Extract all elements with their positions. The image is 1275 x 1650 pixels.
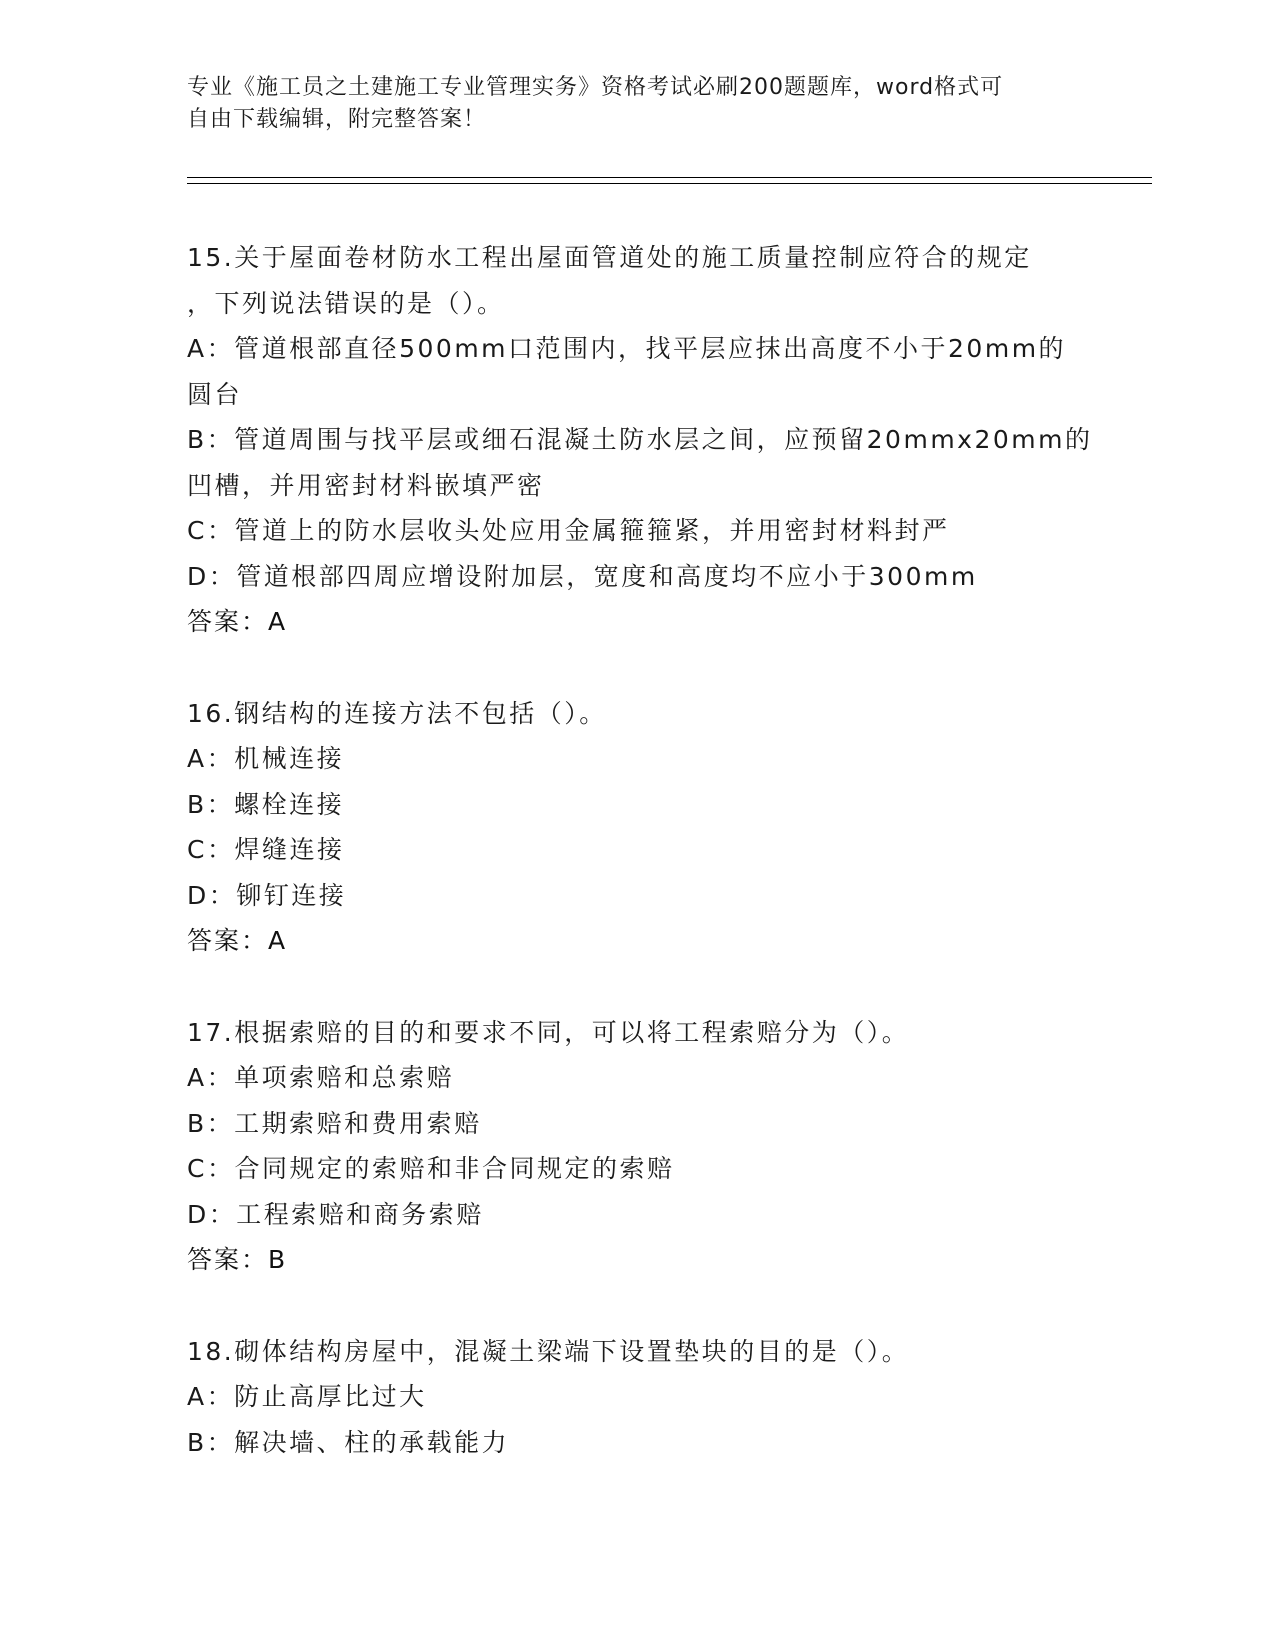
answer: 答案：A xyxy=(187,926,288,955)
option-b: B：解决墙、柱的承载能力 xyxy=(187,1427,510,1457)
question-15 xyxy=(187,235,1093,645)
question-18 xyxy=(187,1329,1087,1466)
option-a: A：单项索赔和总索赔 xyxy=(187,1063,455,1092)
header-line-1: 专业《施工员之土建施工专业管理实务》资格考试必刷200题题库，word格式可 xyxy=(187,75,1004,100)
option-b: B：工期索赔和费用索赔 xyxy=(187,1108,482,1138)
option-d: D：工程索赔和商务索赔 xyxy=(187,1199,484,1229)
question-list xyxy=(187,235,1093,1511)
option-a: A：防止高厚比过大 xyxy=(187,1382,427,1411)
option-c: C：焊缝连接 xyxy=(187,835,345,864)
option-d: D：铆钉连接 xyxy=(187,880,347,910)
question-16 xyxy=(187,691,1087,964)
question-stem: ，下列说法错误的是（）。 xyxy=(187,288,505,318)
option-c: C：合同规定的索赔和非合同规定的索赔 xyxy=(187,1154,675,1183)
document-header xyxy=(187,72,1087,136)
option-b: B：螺栓连接 xyxy=(187,789,345,819)
question-stem: 18.砌体结构房屋中，混凝土梁端下设置垫块的目的是（）。 xyxy=(187,1336,910,1366)
option-c: C：管道上的防水层收头处应用金属箍箍紧，并用密封材料封严 xyxy=(187,516,950,545)
question-stem: 16.钢结构的连接方法不包括（）。 xyxy=(187,698,607,728)
option-b-continued: 凹槽，并用密封材料嵌填严密 xyxy=(187,470,545,500)
option-d: D：管道根部四周应增设附加层，宽度和高度均不应小于300mm xyxy=(187,561,978,591)
option-a-continued: 圆台 xyxy=(187,379,243,409)
header-divider xyxy=(187,177,1152,184)
option-b: B：管道周围与找平层或细石混凝土防水层之间，应预留20mmx20mm的 xyxy=(187,425,1093,454)
question-17 xyxy=(187,1010,1087,1283)
question-stem: 17.根据索赔的目的和要求不同，可以将工程索赔分为（）。 xyxy=(187,1017,910,1047)
question-stem: 15.关于屋面卷材防水工程出屋面管道处的施工质量控制应符合的规定 xyxy=(187,243,1032,272)
option-a: A：管道根部直径500mm口范围内，找平层应抹出高度不小于20mm的 xyxy=(187,334,1067,363)
header-line-2: 自由下载编辑，附完整答案！ xyxy=(187,107,487,132)
option-a: A：机械连接 xyxy=(187,744,345,773)
answer: 答案：A xyxy=(187,607,288,636)
answer: 答案：B xyxy=(187,1245,288,1274)
